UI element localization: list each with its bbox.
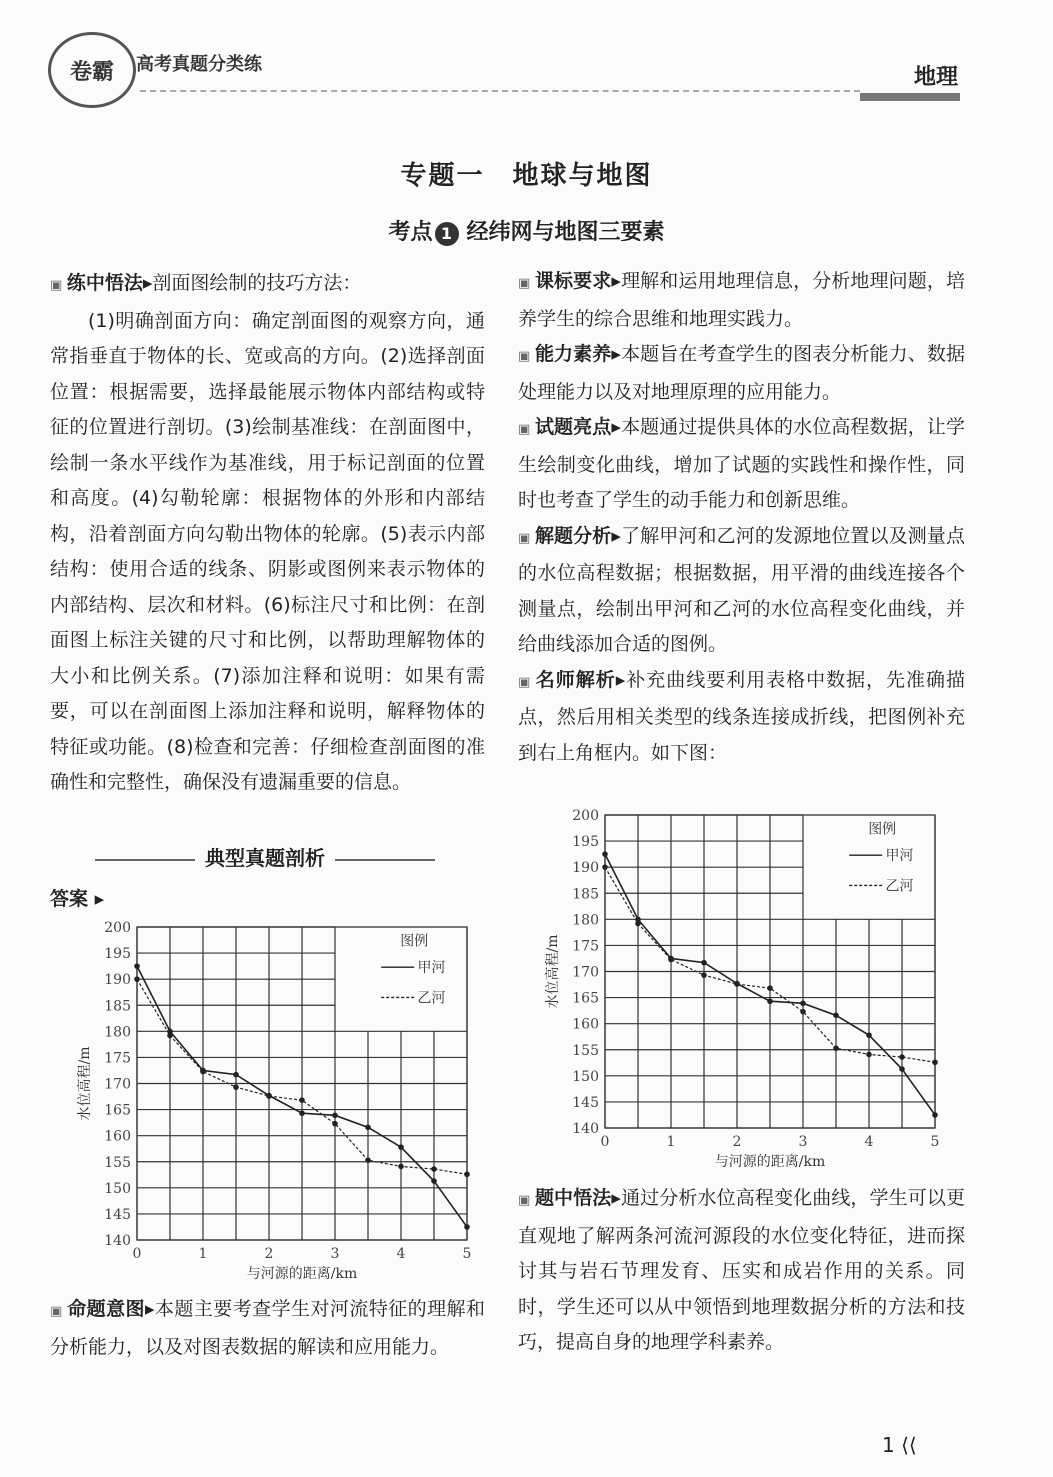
page-number: 1 ⟨⟨ (882, 1433, 917, 1457)
legend-title: 图例 (400, 933, 429, 950)
y-tick-label: 155 (572, 1042, 599, 1059)
x-tick-label: 5 (462, 1246, 472, 1262)
item-label: ▣ 解题分析 (518, 525, 611, 547)
legend-label: 乙河 (417, 990, 446, 1007)
x-tick-label: 1 (666, 1134, 676, 1150)
method-intro: 剖面图绘制的技巧方法： (152, 272, 362, 294)
y-tick-label: 190 (104, 972, 131, 989)
data-point-jia (332, 1113, 338, 1119)
analysis-item: ▣ 名师解析▸补充曲线要利用表格中数据，先准确描点，然后用相关类型的线条连接成折线，把图例补充到右上角框内。如下图： (518, 663, 965, 772)
header-divider (140, 90, 860, 92)
item-label: ▣ 名师解析 (518, 669, 616, 691)
page-title: 专题一 地球与地图 (400, 161, 653, 191)
y-axis-label: 水位高程/m (77, 1046, 93, 1121)
data-point-jia (932, 1112, 938, 1118)
legend-title: 图例 (868, 821, 897, 838)
brand-logo (48, 32, 136, 108)
data-point-jia (464, 1224, 470, 1230)
y-tick-label: 175 (104, 1050, 131, 1067)
data-point-yi (332, 1121, 338, 1127)
y-tick-label: 160 (104, 1128, 131, 1145)
logo-text: 卷霸 (69, 59, 114, 85)
y-tick-label: 200 (104, 920, 131, 936)
x-tick-label: 4 (864, 1134, 874, 1150)
legend-label: 甲河 (417, 960, 446, 977)
data-point-yi (899, 1054, 905, 1060)
data-point-jia (233, 1072, 239, 1078)
y-tick-label: 165 (572, 990, 599, 1007)
series-title: 高考真题分类练 (136, 54, 262, 75)
data-point-yi (431, 1166, 437, 1172)
y-tick-label: 175 (572, 938, 599, 955)
subject-label: 地理 (913, 65, 958, 90)
y-tick-label: 200 (572, 808, 599, 824)
analysis-item: ▣ 课标要求▸理解和运用地理信息，分析地理问题，培养学生的综合思维和地理实践力。 (518, 264, 965, 337)
section-title: 典型真题剖析 (60, 842, 470, 871)
analysis-item: ▣ 试题亮点▸本题通过提供具体的水位高程数据，让学生绘制变化曲线，增加了试题的实践性和操作性，同时也考查了学生的动手能力和创新思维。 (518, 410, 965, 519)
y-tick-label: 165 (104, 1102, 131, 1119)
insight-body: 通过分析水位高程变化曲线，学生可以更直观地了解两条河流河源段的水位变化特征，进而探讨其与岩石节理发育、压实和成岩作用的关系。同时，学生还可以从中领悟到地理数据分析的方法和技巧，提高自身的地理学科素养。 (518, 1187, 965, 1353)
data-point-jia (701, 960, 707, 966)
intent-block: ▣ 命题意图▸本题主要考查学生对河流特征的理解和分析能力，以及对图表数据的解读和应用能力。 (50, 1292, 485, 1365)
y-tick-label: 160 (572, 1016, 599, 1033)
data-point-yi (602, 864, 608, 870)
data-point-jia (767, 998, 773, 1004)
x-tick-label: 4 (396, 1246, 406, 1262)
data-point-yi (266, 1093, 272, 1099)
data-point-yi (866, 1052, 872, 1058)
x-tick-label: 2 (732, 1134, 742, 1150)
item-body: 理解和运用地理信息，分析地理问题，培养学生的综合思维和地理实践力。 (518, 270, 965, 330)
item-body: 补充曲线要利用表格中数据，先准确描点，然后用相关类型的线条连接成折线，把图例补充到右上角框内。如下图： (518, 668, 965, 764)
y-tick-label: 190 (572, 860, 599, 877)
legend-label: 甲河 (885, 848, 914, 865)
data-point-yi (767, 985, 773, 991)
x-tick-label: 0 (132, 1246, 142, 1262)
intent-label: ▣ 命题意图 (50, 1298, 145, 1320)
y-tick-label: 145 (104, 1206, 131, 1223)
data-point-jia (602, 851, 608, 857)
y-tick-label: 140 (572, 1121, 599, 1137)
data-point-yi (167, 1033, 173, 1039)
y-tick-label: 185 (104, 998, 131, 1015)
method-label: ▣ 练中悟法 (50, 272, 143, 294)
right-column (518, 264, 965, 771)
data-point-yi (635, 921, 641, 927)
data-point-jia (134, 963, 140, 969)
data-point-jia (899, 1066, 905, 1072)
y-tick-label: 170 (104, 1076, 131, 1093)
y-tick-label: 150 (572, 1068, 599, 1085)
item-body: 本题旨在考查学生的图表分析能力、数据处理能力以及对地理原理的应用能力。 (518, 343, 965, 403)
data-point-jia (365, 1125, 371, 1131)
y-tick-label: 180 (104, 1024, 131, 1041)
subtitle-prefix: 考点 (388, 220, 433, 245)
y-tick-label: 195 (572, 834, 599, 851)
page-number-text: 1 (882, 1433, 895, 1457)
answer-chart (60, 915, 490, 1290)
data-point-jia (299, 1110, 305, 1116)
data-point-yi (668, 957, 674, 963)
data-point-yi (464, 1171, 470, 1177)
x-tick-label: 1 (198, 1246, 208, 1262)
data-point-jia (398, 1144, 404, 1150)
data-point-yi (701, 972, 707, 978)
header-bar (860, 93, 960, 101)
x-tick-label: 5 (930, 1134, 940, 1150)
x-tick-label: 0 (600, 1134, 610, 1150)
item-body: 了解甲河和乙河的发源地位置以及测量点的水位高程数据；根据数据，用平滑的曲线连接各个测量点，绘制出甲河和乙河的水位高程变化曲线，并给曲线添加合适的图例。 (518, 524, 965, 655)
analysis-item: ▣ 能力素养▸本题旨在考查学生的图表分析能力、数据处理能力以及对地理原理的应用能力。 (518, 337, 965, 410)
data-point-yi (200, 1069, 206, 1075)
insight-label: ▣ 题中悟法 (518, 1187, 611, 1209)
data-point-yi (932, 1059, 938, 1065)
left-column: ▣ 练中悟法▸剖面图绘制的技巧方法： (1)明确剖面方向：确定剖面图的观察方向，通常指垂直于物体的长、宽或高的方向。(2)选择剖面位置：根据需要，选择最能展示物体内部结构或特征的位置进行剖切。(3)绘制基准线：在剖面图中，绘制一条水平线作为基准线，用于标记剖面的位置和高度。(4)勾勒轮廓：根据物体的外形和内部结构，沿着剖面方向勾勒出物体的轮廓。(5)表示内部结构：使用合适的线条、阴影或图例来表示物体的内部结构、层次和材料。(6)标注尺寸和比例：在剖面图上标注关键的尺寸和比例，以帮助理解物体的大小和比例关系。(7)添加注释和说明：如果有需要，可以在剖面图上添加注释和说明，解释物体的特征或功能。(8)检查和完善：仔细检查剖面图的准确性和完整性，确保没有遗漏重要的信息。 (50, 266, 485, 801)
x-axis-label: 与河源的距离/km (246, 1266, 358, 1282)
data-point-yi (398, 1164, 404, 1170)
y-tick-label: 170 (572, 964, 599, 981)
subtitle-number: 1 (435, 222, 459, 246)
x-axis-label: 与河源的距离/km (714, 1154, 826, 1170)
x-tick-label: 3 (330, 1246, 340, 1262)
data-point-jia (800, 1001, 806, 1007)
data-point-jia (431, 1178, 437, 1184)
y-tick-label: 195 (104, 946, 131, 963)
answer-text: 答案 (50, 888, 89, 910)
subtitle-text: 经纬网与地图三要素 (466, 220, 665, 245)
analysis-item: ▣ 解题分析▸了解甲河和乙河的发源地位置以及测量点的水位高程数据；根据数据，用平滑的曲线连接各个测量点，绘制出甲河和乙河的水位高程变化曲线，并给曲线添加合适的图例。 (518, 519, 965, 663)
y-tick-label: 140 (104, 1233, 131, 1249)
answer-label: 答案 ▸ (50, 888, 105, 910)
data-point-jia (833, 1013, 839, 1019)
y-tick-label: 145 (572, 1094, 599, 1111)
intent-body: 本题主要考查学生对河流特征的理解和分析能力，以及对图表数据的解读和应用能力。 (50, 1298, 485, 1358)
data-point-yi (833, 1045, 839, 1051)
x-tick-label: 3 (798, 1134, 808, 1150)
section-subtitle (0, 215, 1053, 246)
legend-label: 乙河 (885, 878, 914, 895)
explanation-chart (528, 803, 958, 1178)
data-point-yi (734, 981, 740, 987)
method-body: (1)明确剖面方向：确定剖面图的观察方向，通常指垂直于物体的长、宽或高的方向。(2)选择剖面位置：根据需要，选择最能展示物体内部结构或特征的位置进行剖切。(3)绘制基准线：在剖面图中，绘制一条水平线作为基准线，用于标记剖面的位置和高度。(4)勾勒轮廓：根据物体的外形和内部结构，沿着剖面方向勾勒出物体的轮廓。(5)表示内部结构：使用合适的线条、阴影或图例来表示物体的内部结构、层次和材料。(6)标注尺寸和比例：在剖面图上标注关键的尺寸和比例，以帮助理解物体的大小和比例关系。(7)添加注释和说明：如果有需要，可以在剖面图上添加注释和说明，解释物体的特征或功能。(8)检查和完善：仔细检查剖面图的准确性和完整性，确保没有遗漏重要的信息。 (50, 309, 485, 793)
item-label: ▣ 试题亮点 (518, 416, 611, 438)
y-tick-label: 185 (572, 886, 599, 903)
item-label: ▣ 课标要求 (518, 270, 611, 292)
data-point-yi (233, 1084, 239, 1090)
insight-block: ▣ 题中悟法▸通过分析水位高程变化曲线，学生可以更直观地了解两条河流河源段的水位变化特征，进而探讨其与岩石节理发育、压实和成岩作用的关系。同时，学生还可以从中领悟到地理数据分析的方法和技巧，提高自身的地理学科素养。 (518, 1181, 965, 1361)
y-tick-label: 155 (104, 1154, 131, 1171)
x-tick-label: 2 (264, 1246, 274, 1262)
data-point-jia (866, 1032, 872, 1038)
data-point-yi (800, 1009, 806, 1015)
item-body: 本题通过提供具体的水位高程数据，让学生绘制变化曲线，增加了试题的实践性和操作性，同时也考查了学生的动手能力和创新思维。 (518, 416, 965, 511)
item-label: ▣ 能力素养 (518, 343, 611, 365)
y-tick-label: 150 (104, 1180, 131, 1197)
y-tick-label: 180 (572, 912, 599, 929)
data-point-yi (134, 976, 140, 982)
data-point-yi (365, 1157, 371, 1163)
y-axis-label: 水位高程/m (545, 934, 561, 1009)
data-point-yi (299, 1097, 305, 1103)
